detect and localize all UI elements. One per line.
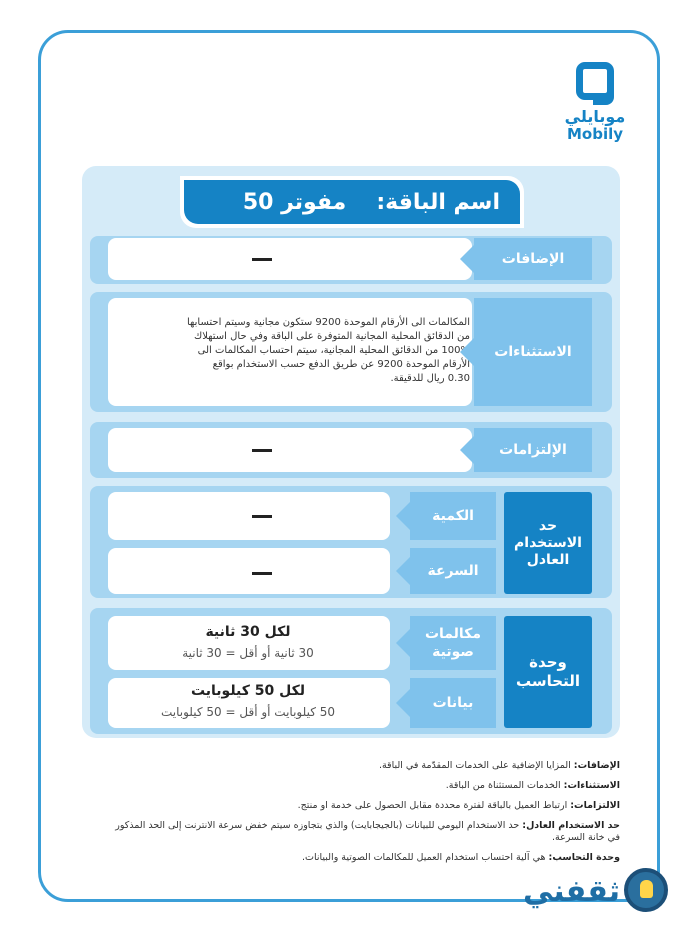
definition-term: وحدة التحاسب: bbox=[548, 852, 620, 863]
package-name: مفوتر 50 bbox=[242, 189, 347, 215]
definition-term: الاستثناءات: bbox=[563, 780, 620, 791]
definition-text: المزايا الإضافية على الخدمات المقدّمة في الباقة. bbox=[378, 760, 571, 771]
exceptions-line: الأرقام الموحدة 9200 عن طريق الدفع حسب الاستخدام بواقع bbox=[212, 359, 470, 370]
package-title-label: اسم الباقة: bbox=[376, 189, 500, 215]
mobily-logo bbox=[560, 62, 630, 142]
additions-label: الإضافات bbox=[474, 238, 592, 280]
definition-text: حد الاستخدام اليومي للبيانات (بالجيجابايت) والذي بتجاوزه سيتم خفض سرعة الانترنت إلى الحد المذكور في خانة السرعة. bbox=[115, 820, 620, 843]
definition-term: الالتزامات: bbox=[570, 800, 620, 811]
fair-use-speed-value-box bbox=[108, 548, 390, 594]
commitments-value-box bbox=[108, 428, 472, 472]
logo-english-text: Mobily bbox=[566, 125, 624, 143]
definition-item bbox=[100, 820, 620, 844]
definition-item bbox=[100, 780, 620, 792]
additions-value-box bbox=[108, 238, 472, 280]
fair-use-quantity-value-box bbox=[108, 492, 390, 540]
logo-arabic-text: موبايلي bbox=[564, 107, 626, 126]
fair-use-quantity-dash bbox=[252, 515, 272, 518]
definition-text: الخدمات المستثناة من الباقة. bbox=[445, 780, 561, 791]
mobily-logo-icon bbox=[576, 62, 614, 100]
definition-term: حد الاستخدام العادل: bbox=[522, 820, 620, 831]
definition-item bbox=[100, 800, 620, 812]
voice-unit-sub: 30 ثانية أو أقل = 30 ثانية bbox=[182, 646, 314, 660]
exceptions-line: 100% من الدقائق المحلية المجانية، سيتم احتساب المكالمات الى bbox=[197, 345, 470, 356]
voice-unit-main: لكل 30 ثانية bbox=[205, 624, 291, 640]
data-label: بيانات bbox=[410, 678, 496, 728]
exceptions-line: 0.30 ريال للدقيقة. bbox=[390, 373, 470, 384]
billing-unit-label: وحدة التحاسب bbox=[504, 616, 592, 728]
definition-term: الإضافات: bbox=[573, 760, 620, 771]
exceptions-label: الاستثناءات bbox=[474, 298, 592, 406]
definition-text: ارتباط العميل بالباقة لفترة محددة مقابل الحصول على خدمة او منتج. bbox=[297, 800, 568, 811]
watermark-text: ثقفني bbox=[522, 874, 620, 909]
exceptions-text bbox=[118, 316, 470, 386]
commitments-dash bbox=[252, 449, 272, 452]
exceptions-line: المكالمات الى الأرقام الموحدة 9200 ستكون مجانية وسيتم احتسابها bbox=[186, 317, 470, 328]
definition-text: هي آلية احتساب استخدام العميل للمكالمات الصوتية والبيانات. bbox=[302, 852, 546, 863]
exceptions-line: من الدقائق المحلية المجانية المتوفرة على الباقة وفي حال استهلاك bbox=[193, 331, 470, 342]
voice-label: مكالمات صوتية bbox=[410, 616, 496, 670]
data-unit-sub: 50 كيلوبايت أو أقل = 50 كيلوبايت bbox=[160, 705, 336, 719]
definition-item bbox=[100, 852, 620, 864]
lightbulb-icon bbox=[624, 868, 668, 912]
fair-use-quantity-label: الكمية bbox=[410, 492, 496, 540]
definition-item bbox=[100, 760, 620, 772]
data-unit-main: لكل 50 كيلوبايت bbox=[190, 683, 306, 699]
watermark bbox=[486, 864, 686, 924]
additions-dash bbox=[252, 258, 272, 261]
fair-use-speed-label: السرعة bbox=[410, 548, 496, 594]
definitions-list bbox=[100, 760, 620, 872]
package-title bbox=[184, 180, 520, 224]
fair-use-speed-dash bbox=[252, 572, 272, 575]
commitments-label: الإلتزامات bbox=[474, 428, 592, 472]
fair-use-label: حد الاستخدام العادل bbox=[504, 492, 592, 594]
